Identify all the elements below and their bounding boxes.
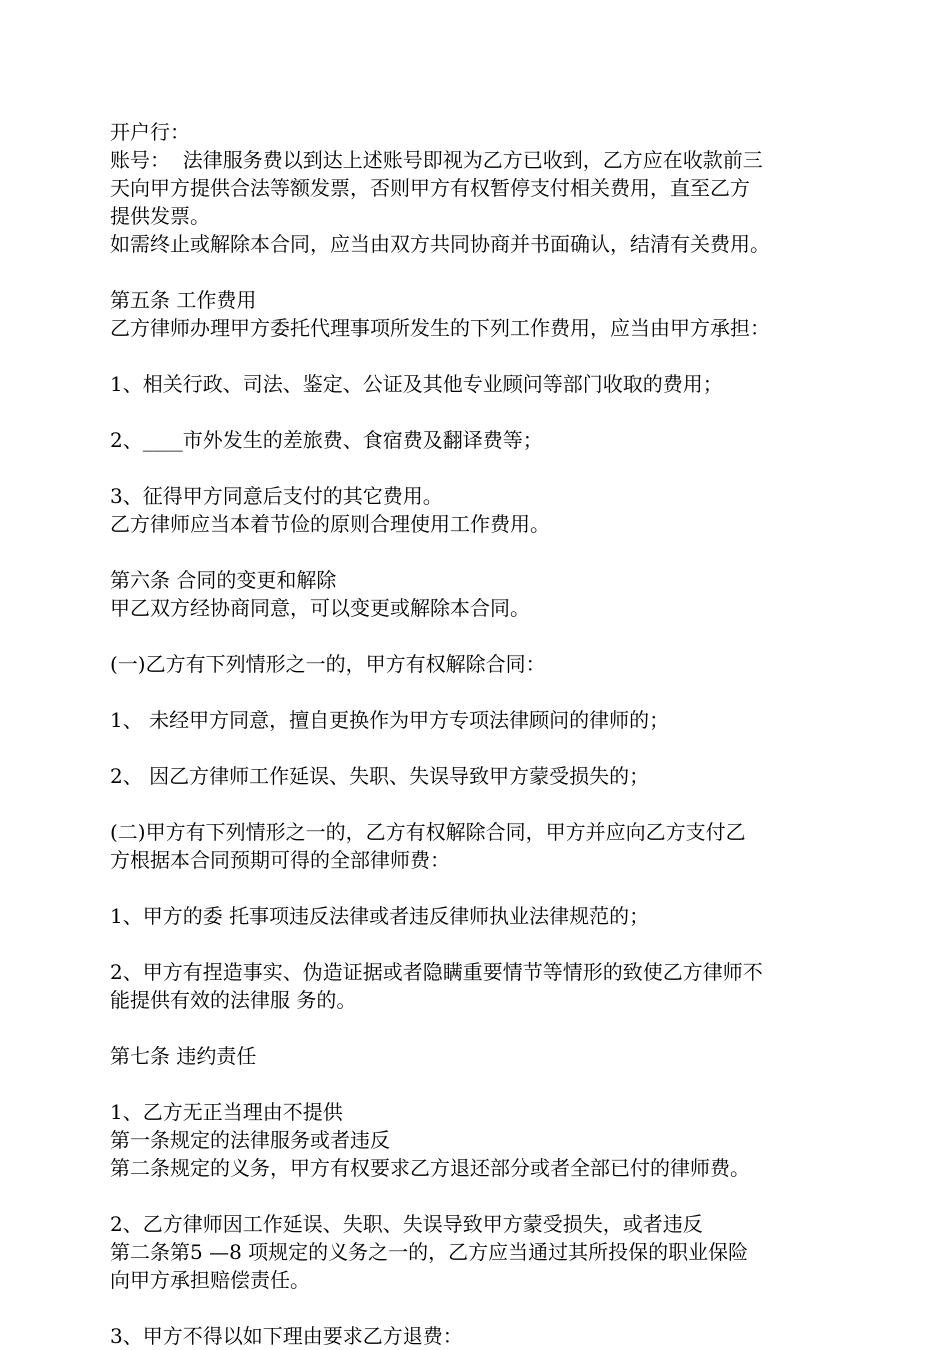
section-heading: 第七条 违约责任 — [110, 1044, 257, 1068]
list-item: 3、甲方不得以如下理由要求乙方退费： — [110, 1324, 463, 1348]
list-item: 1、 未经甲方同意，擅自更换作为甲方专项法律顾问的律师的； — [110, 708, 670, 732]
text-line: 第二条规定的义务，甲方有权要求乙方退还部分或者全部已付的律师费。 — [110, 1156, 750, 1180]
section-heading: 第五条 工作费用 — [110, 288, 257, 312]
blank-line — [110, 454, 850, 482]
text-line: 能提供有效的法律服 务的。 — [110, 988, 357, 1012]
list-item: 1、相关行政、司法、鉴定、公证及其他专业顾问等部门收取的费用； — [110, 372, 723, 396]
list-item: 2、乙方律师因工作延误、失职、失误导致甲方蒙受损失，或者违反 — [110, 1212, 703, 1236]
text-line: 提供发票。 — [110, 204, 210, 228]
list-item: 2、____市外发生的差旅费、食宿费及翻译费等； — [110, 428, 543, 452]
blank-line — [110, 622, 850, 650]
blank-line — [110, 1294, 850, 1322]
blank-line — [110, 930, 850, 958]
list-item: 2、甲方有捏造事实、伪造证据或者隐瞒重要情节等情形的致使乙方律师不 — [110, 960, 763, 984]
blank-line — [110, 1182, 850, 1210]
text-line: 第一条规定的法律服务或者违反 — [110, 1128, 390, 1152]
blank-line — [110, 258, 850, 286]
text-line: 向甲方承担赔偿责任。 — [110, 1268, 310, 1292]
text-line: 乙方律师办理甲方委托代理事项所发生的下列工作费用，应当由甲方承担： — [110, 316, 770, 340]
blank-line — [110, 678, 850, 706]
document-page — [110, 118, 850, 1350]
section-heading: 第六条 合同的变更和解除 — [110, 568, 337, 592]
blank-line — [110, 1070, 850, 1098]
blank-line — [110, 734, 850, 762]
blank-line — [110, 342, 850, 370]
text-line: 开户行： — [110, 120, 190, 144]
list-item: 1、甲方的委 托事项违反法律或者违反律师执业法律规范的； — [110, 904, 650, 928]
subsection-heading: (二)甲方有下列情形之一的，乙方有权解除合同，甲方并应向乙方支付乙 — [110, 820, 746, 844]
blank-line — [110, 790, 850, 818]
list-item: 3、征得甲方同意后支付的其它费用。 — [110, 484, 443, 508]
text-line: 账号： 法律服务费以到达上述账号即视为乙方已收到，乙方应在收款前三 — [110, 148, 763, 172]
text-line: 如需终止或解除本合同，应当由双方共同协商并书面确认，结清有关费用。 — [110, 232, 770, 256]
blank-line — [110, 538, 850, 566]
blank-line — [110, 874, 850, 902]
text-line: 甲乙双方经协商同意，可以变更或解除本合同。 — [110, 596, 530, 620]
subsection-heading: (一)乙方有下列情形之一的，甲方有权解除合同： — [110, 652, 546, 676]
list-item: 1、乙方无正当理由不提供 — [110, 1100, 343, 1124]
text-line: 乙方律师应当本着节俭的原则合理使用工作费用。 — [110, 512, 550, 536]
list-item: 2、 因乙方律师工作延误、失职、失误导致甲方蒙受损失的； — [110, 764, 650, 788]
blank-line — [110, 398, 850, 426]
text-line: 天向甲方提供合法等额发票，否则甲方有权暂停支付相关费用，直至乙方 — [110, 176, 750, 200]
blank-line — [110, 1014, 850, 1042]
text-line: 第二条第5 —8 项规定的义务之一的，乙方应当通过其所投保的职业保险 — [110, 1240, 749, 1264]
text-line: 方根据本合同预期可得的全部律师费： — [110, 848, 450, 872]
